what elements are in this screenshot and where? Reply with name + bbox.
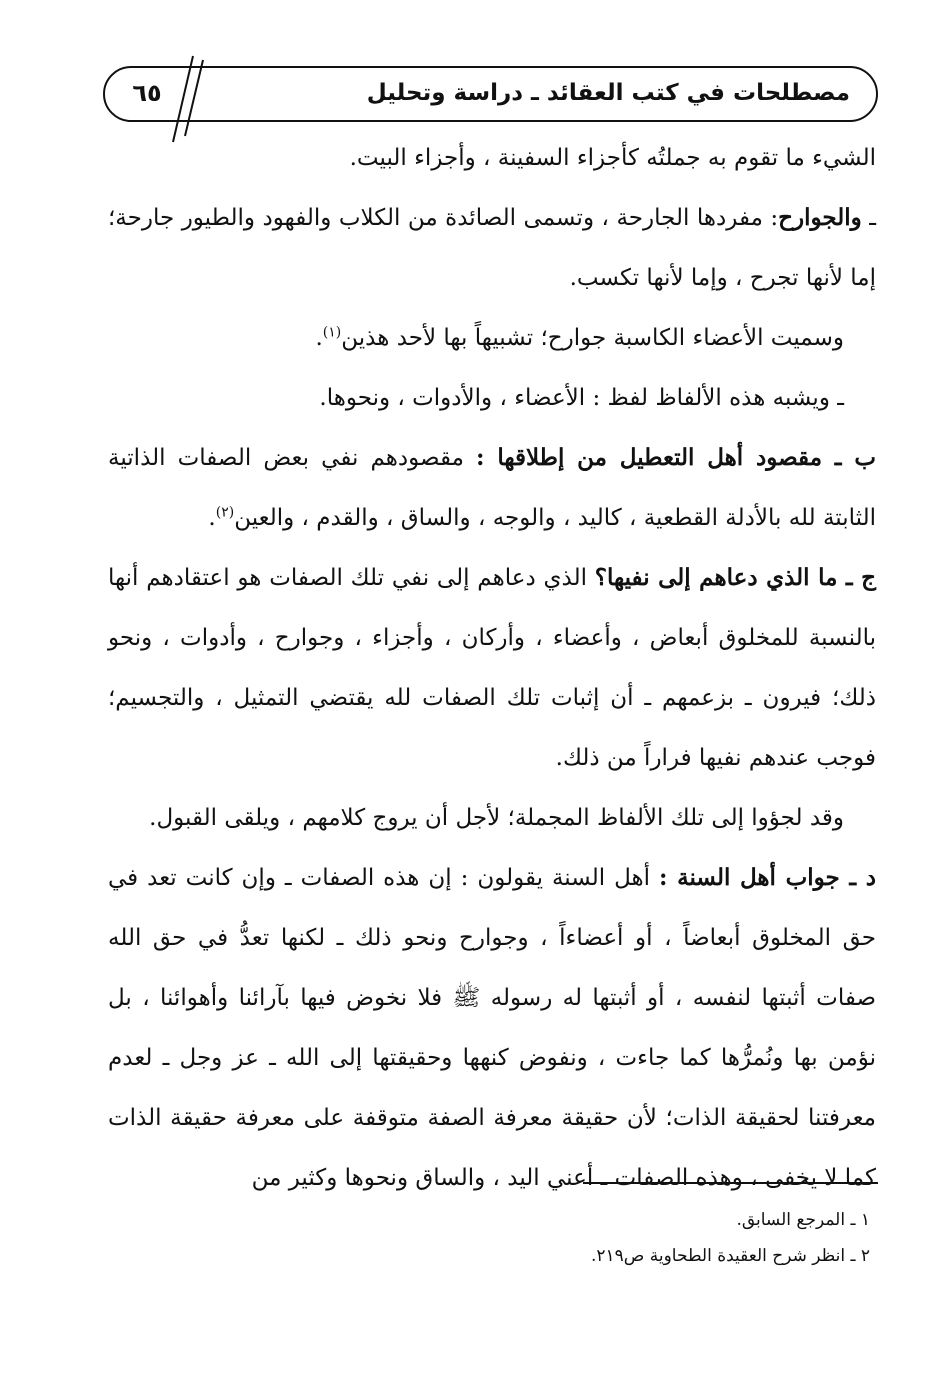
main-text — [108, 128, 876, 1208]
footnote-1: ١ ـ المرجع السابق. — [736, 1210, 870, 1230]
footnote-ref-1: (١) — [322, 324, 342, 341]
term-jawarih: والجوارح — [778, 204, 862, 231]
running-header — [103, 66, 878, 122]
section-d: د ـ جواب أهل السنة : أهل السنة يقولون : إن هذه الصفات ـ وإن كانت تعد في حق المخلوق أبعاضاً ، أو أعضاءاً ، وجوارح ونحو ذلك ـ لكنها تعدُّ في حق الله صفات أثبتها لنفسه ، أو أثبتها له رسوله ﷺ فلا نخوض فيها بآرائنا وأهوائنا ، بل نؤمن بها ونُمرُّها كما جاءت ، ونفوض كنهها وحقيقتها إلى الله ـ عز وجل ـ لعدم معرفتنا لحقيقة الذات؛ لأن حقيقة معرفة الصفة متوقفة على معرفة حقيقة الذات كما لا يخفى ، وهذه الصفات ـ أعني اليد ، والساق ونحوها وكثير من — [108, 864, 877, 1191]
paragraph-4: ـ ويشبه هذه الألفاظ لفظ : الأعضاء ، والأدوات ، ونحوها. — [319, 385, 844, 411]
paragraph-jawarih: ـ والجوارح: مفردها الجارحة ، وتسمى الصائدة من الكلاب والفهود والطيور جارحة؛ إما لأنها تجرح ، وإما لأنها تكسب. — [108, 204, 876, 291]
paragraph-1: الشيء ما تقوم به جملتُه كأجزاء السفينة ، وأجزاء البيت. — [349, 145, 876, 171]
header-title: مصطلحات في كتب العقائد ـ دراسة وتحليل — [366, 80, 850, 106]
section-j: ج ـ ما الذي دعاهم إلى نفيها؟ الذي دعاهم إلى نفي تلك الصفات هو اعتقادهم أنها بالنسبة للمخلوق أبعاض ، وأعضاء ، وأركان ، وأجزاء ، وجوارح ، وأدوات ، ونحو ذلك؛ فيرون ـ بزعمهم ـ أن إثبات تلك الصفات لله يقتضي التمثيل ، والتجسيم؛ فوجب عندهم نفيها فراراً من ذلك. — [108, 564, 877, 771]
footnote-separator — [583, 1182, 878, 1184]
section-d-heading: د ـ جواب أهل السنة : — [659, 864, 877, 891]
paragraph-3: وسميت الأعضاء الكاسبة جوارح؛ تشبيهاً بها لأحد هذين$^{(١)}$. — [315, 324, 844, 351]
footnote-ref-2: (٢) — [215, 504, 235, 521]
section-b: ب ـ مقصود أهل التعطيل من إطلاقها : مقصودهم نفي بعض الصفات الذاتية الثابتة لله بالأدلة القطعية ، كاليد ، والوجه ، والساق ، والقدم ، والعين$^{(٢)}$. — [108, 444, 877, 531]
page-number: ٦٥ — [132, 79, 162, 107]
section-b-heading: ب ـ مقصود أهل التعطيل من إطلاقها : — [476, 444, 877, 471]
footnotes — [500, 1202, 870, 1274]
footnote-2: ٢ ـ انظر شرح العقيدة الطحاوية ص٢١٩. — [590, 1246, 870, 1266]
section-j-heading: ج ـ ما الذي دعاهم إلى نفيها؟ — [594, 564, 877, 591]
paragraph-7: وقد لجؤوا إلى تلك الألفاظ المجملة؛ لأجل أن يروج كلامهم ، ويلقى القبول. — [149, 805, 844, 831]
